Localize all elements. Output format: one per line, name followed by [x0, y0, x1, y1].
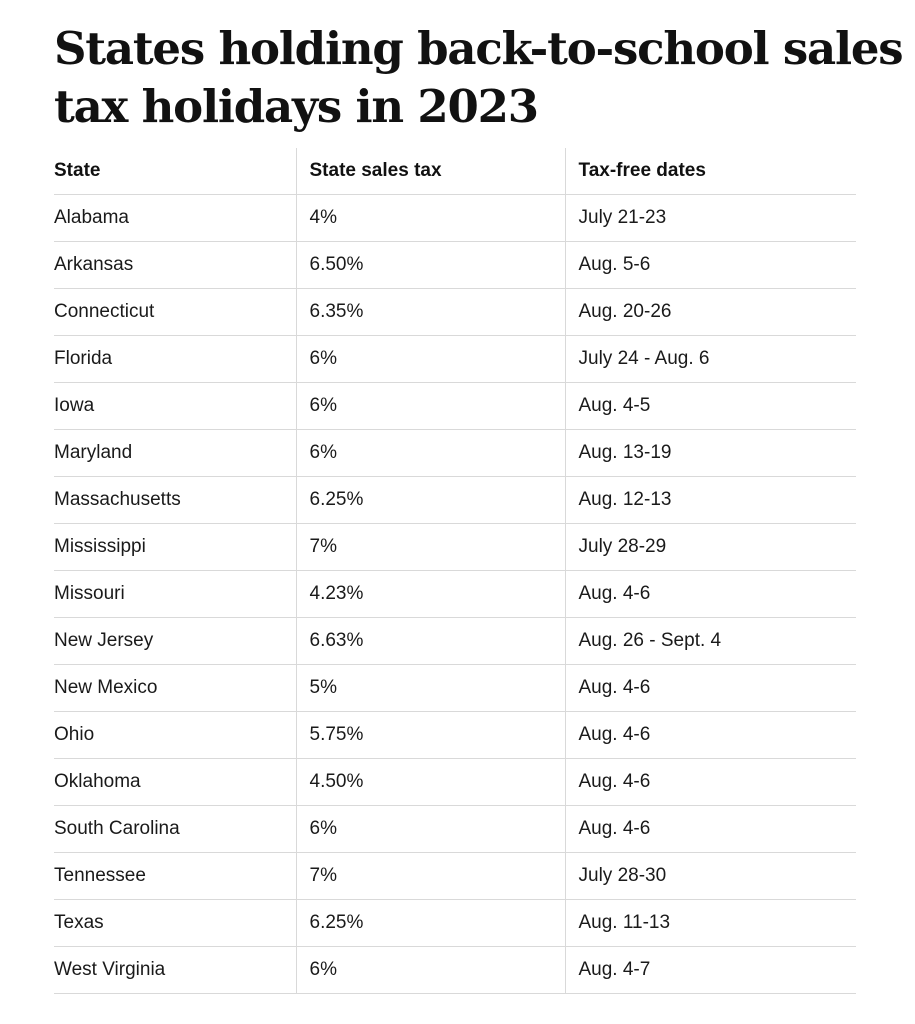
cell-sales-tax: 6.50% — [296, 242, 565, 289]
cell-state: Oklahoma — [54, 759, 296, 806]
cell-state: Massachusetts — [54, 477, 296, 524]
tax-holiday-table — [54, 148, 856, 994]
table-row — [54, 242, 856, 289]
cell-state: Connecticut — [54, 289, 296, 336]
cell-tax-free-dates: Aug. 4-6 — [565, 759, 856, 806]
page-title — [54, 20, 903, 136]
table-row — [54, 712, 856, 759]
cell-tax-free-dates: Aug. 4-5 — [565, 383, 856, 430]
cell-state: New Mexico — [54, 665, 296, 712]
table-row — [54, 195, 856, 242]
cell-state: Alabama — [54, 195, 296, 242]
cell-sales-tax: 5% — [296, 665, 565, 712]
cell-tax-free-dates: Aug. 11-13 — [565, 900, 856, 947]
cell-tax-free-dates: July 24 - Aug. 6 — [565, 336, 856, 383]
table-header — [54, 148, 856, 195]
cell-state: Tennessee — [54, 853, 296, 900]
cell-state: West Virginia — [54, 947, 296, 994]
header-sales-tax: State sales tax — [296, 148, 565, 195]
cell-state: Ohio — [54, 712, 296, 759]
cell-tax-free-dates: Aug. 5-6 — [565, 242, 856, 289]
cell-sales-tax: 6% — [296, 947, 565, 994]
cell-state: Mississippi — [54, 524, 296, 571]
table-row — [54, 289, 856, 336]
cell-tax-free-dates: Aug. 20-26 — [565, 289, 856, 336]
header-tax-free-dates: Tax-free dates — [565, 148, 856, 195]
cell-state: Maryland — [54, 430, 296, 477]
cell-sales-tax: 4% — [296, 195, 565, 242]
cell-state: Missouri — [54, 571, 296, 618]
cell-sales-tax: 6.35% — [296, 289, 565, 336]
cell-sales-tax: 6% — [296, 430, 565, 477]
cell-state: Iowa — [54, 383, 296, 430]
cell-tax-free-dates: Aug. 13-19 — [565, 430, 856, 477]
cell-tax-free-dates: Aug. 12-13 — [565, 477, 856, 524]
cell-sales-tax: 6.25% — [296, 900, 565, 947]
table-row — [54, 806, 856, 853]
cell-sales-tax: 6% — [296, 336, 565, 383]
table-row — [54, 571, 856, 618]
title-line-2: tax holidays in 2023 — [54, 80, 538, 133]
cell-sales-tax: 6% — [296, 383, 565, 430]
table-row — [54, 524, 856, 571]
cell-sales-tax: 4.23% — [296, 571, 565, 618]
cell-tax-free-dates: Aug. 4-6 — [565, 806, 856, 853]
table-row — [54, 618, 856, 665]
cell-tax-free-dates: July 28-30 — [565, 853, 856, 900]
table-row — [54, 336, 856, 383]
cell-state: Arkansas — [54, 242, 296, 289]
table-row — [54, 430, 856, 477]
table-row — [54, 383, 856, 430]
cell-tax-free-dates: July 21-23 — [565, 195, 856, 242]
cell-state: Florida — [54, 336, 296, 383]
table-row — [54, 853, 856, 900]
table-row — [54, 947, 856, 994]
cell-sales-tax: 4.50% — [296, 759, 565, 806]
table-row — [54, 477, 856, 524]
cell-sales-tax: 6% — [296, 806, 565, 853]
header-state: State — [54, 148, 296, 195]
cell-sales-tax: 7% — [296, 524, 565, 571]
cell-state: Texas — [54, 900, 296, 947]
cell-state: New Jersey — [54, 618, 296, 665]
table-row — [54, 759, 856, 806]
title-line-1: States holding back-to-school sales — [54, 22, 903, 75]
table-row — [54, 665, 856, 712]
cell-tax-free-dates: Aug. 26 - Sept. 4 — [565, 618, 856, 665]
cell-sales-tax: 6.25% — [296, 477, 565, 524]
cell-sales-tax: 5.75% — [296, 712, 565, 759]
cell-sales-tax: 7% — [296, 853, 565, 900]
cell-state: South Carolina — [54, 806, 296, 853]
cell-tax-free-dates: Aug. 4-6 — [565, 571, 856, 618]
table-row — [54, 900, 856, 947]
cell-tax-free-dates: July 28-29 — [565, 524, 856, 571]
cell-tax-free-dates: Aug. 4-6 — [565, 712, 856, 759]
header-row — [54, 148, 856, 195]
table-body — [54, 195, 856, 994]
cell-tax-free-dates: Aug. 4-6 — [565, 665, 856, 712]
cell-sales-tax: 6.63% — [296, 618, 565, 665]
cell-tax-free-dates: Aug. 4-7 — [565, 947, 856, 994]
